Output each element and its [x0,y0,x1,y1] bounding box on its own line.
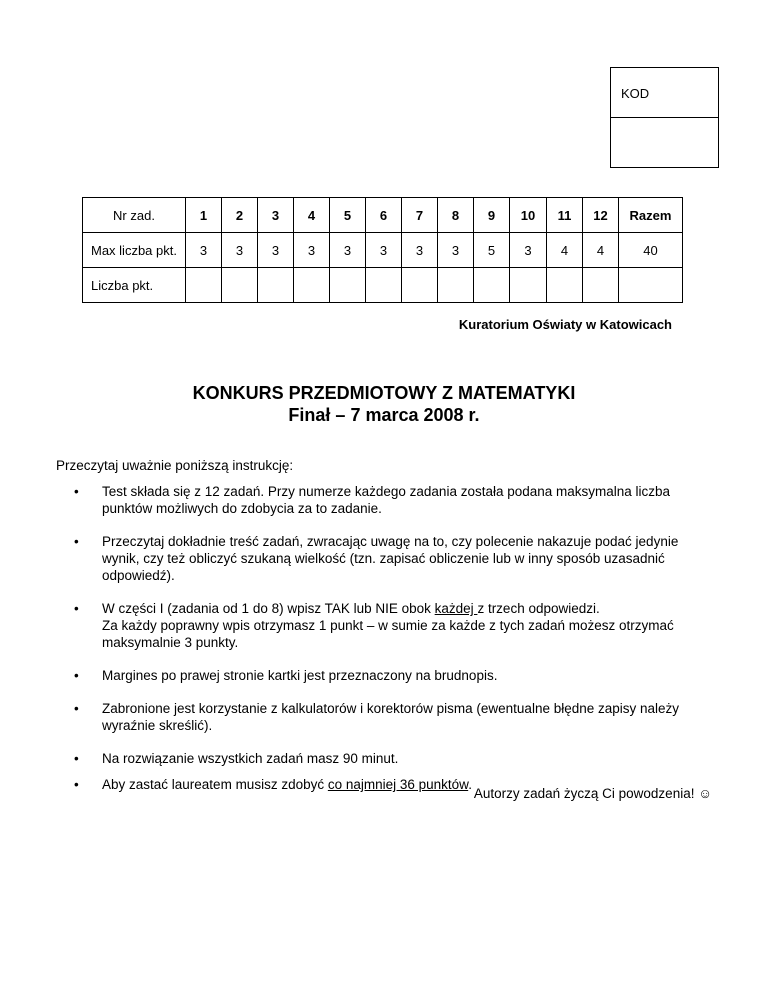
code-label: KOD [611,68,718,118]
points-cell [438,268,474,303]
score-table [82,197,683,303]
task-number-cell: 5 [330,198,366,233]
max-points-cell: 5 [474,233,510,268]
points-cell [330,268,366,303]
task-number-cell: 11 [547,198,583,233]
points-cell [294,268,330,303]
rule-text: W części I (zadania od 1 do 8) wpisz TAK lub NIE obok [102,601,435,616]
points-cell [366,268,402,303]
closing-message: Autorzy zadań życzą Ci powodzenia! ☺ [473,786,712,801]
rule-emphasis: każdej [434,601,478,616]
max-points-cell: 3 [402,233,438,268]
bullet-icon: • [74,534,79,549]
rules-list [56,479,716,793]
points-cell [547,268,583,303]
max-points-cell: 3 [330,233,366,268]
max-points-cell: 3 [258,233,294,268]
code-box [610,67,719,168]
task-number-cell: 4 [294,198,330,233]
bullet-icon: • [74,751,79,766]
points-cell [583,268,619,303]
task-number-label: Nr zad. [83,198,186,233]
bullet-icon: • [74,777,79,792]
rule-text: Aby zastać laureatem musisz zdobyć [102,777,328,792]
institution-name: Kuratorium Oświaty w Katowicach [458,317,672,332]
rule-text: z trzech odpowiedzi. [477,601,600,616]
points-cell [402,268,438,303]
rule-text: Przeczytaj dokładnie treść zadań, zwracając uwagę na to, czy polecenie nakazuje podać jedynie wynik, czy też obliczyć szukaną wielkość (tzn. zapisać obliczenie lub w inny sposób uzasadnić odpowiedź). [102,534,679,583]
points-row [83,268,683,303]
task-number-cell: 6 [366,198,402,233]
points-cell [258,268,294,303]
title-line-2: Finał – 7 marca 2008 r. [288,405,480,425]
max-total-cell: 40 [619,233,683,268]
bullet-icon: • [74,601,79,616]
points-cell [186,268,222,303]
max-points-cell: 3 [222,233,258,268]
points-label: Liczba pkt. [83,268,186,303]
rule-text: Zabronione jest korzystanie z kalkulatorów i korektorów pisma (ewentualne błędne zapisy należy wyraźnie skreślić). [102,701,680,733]
bullet-icon: • [74,701,79,716]
task-number-cell: 12 [583,198,619,233]
max-points-row [83,233,683,268]
task-number-cell: 10 [510,198,547,233]
rule-item [56,600,716,651]
rule-emphasis: co najmniej 36 punktów [327,777,469,792]
title-line-1: KONKURS PRZEDMIOTOWY Z MATEMATYKI [192,383,576,403]
max-points-cell: 4 [547,233,583,268]
bullet-icon: • [74,484,79,499]
task-number-cell: 9 [474,198,510,233]
points-cell [474,268,510,303]
rule-item [56,667,716,684]
max-points-cell: 3 [510,233,547,268]
points-cell [222,268,258,303]
page-title [0,382,768,426]
rule-text: Margines po prawej stronie kartki jest przeznaczony na brudnopis. [102,668,498,683]
rule-text: Test składa się z 12 zadań. Przy numerze każdego zadania została podana maksymalna liczba punktów możliwych do zdobycia za to zadanie. [102,484,671,516]
task-number-cell: 3 [258,198,294,233]
points-cell [510,268,547,303]
task-number-cell: 1 [186,198,222,233]
bullet-icon: • [74,668,79,683]
max-points-cell: 4 [583,233,619,268]
total-header-cell: Razem [619,198,683,233]
rule-text: . [468,777,472,792]
rule-item [56,483,716,517]
rule-text: Na rozwiązanie wszystkich zadań masz 90 minut. [102,751,399,766]
max-points-cell: 3 [186,233,222,268]
instructions-intro: Przeczytaj uważnie poniższą instrukcję: [56,458,294,473]
rule-item [56,750,716,767]
rule-item [56,533,716,584]
points-total-cell [619,268,683,303]
task-number-cell: 8 [438,198,474,233]
max-points-cell: 3 [294,233,330,268]
rule-text: Za każdy poprawny wpis otrzymasz 1 punkt – w sumie za każde z tych zadań możesz otrzymać maksymalnie 3 punkty. [102,618,674,650]
max-points-label: Max liczba pkt. [83,233,186,268]
task-number-cell: 2 [222,198,258,233]
task-number-row [83,198,683,233]
max-points-cell: 3 [366,233,402,268]
task-number-cell: 7 [402,198,438,233]
max-points-cell: 3 [438,233,474,268]
rule-item [56,700,716,734]
